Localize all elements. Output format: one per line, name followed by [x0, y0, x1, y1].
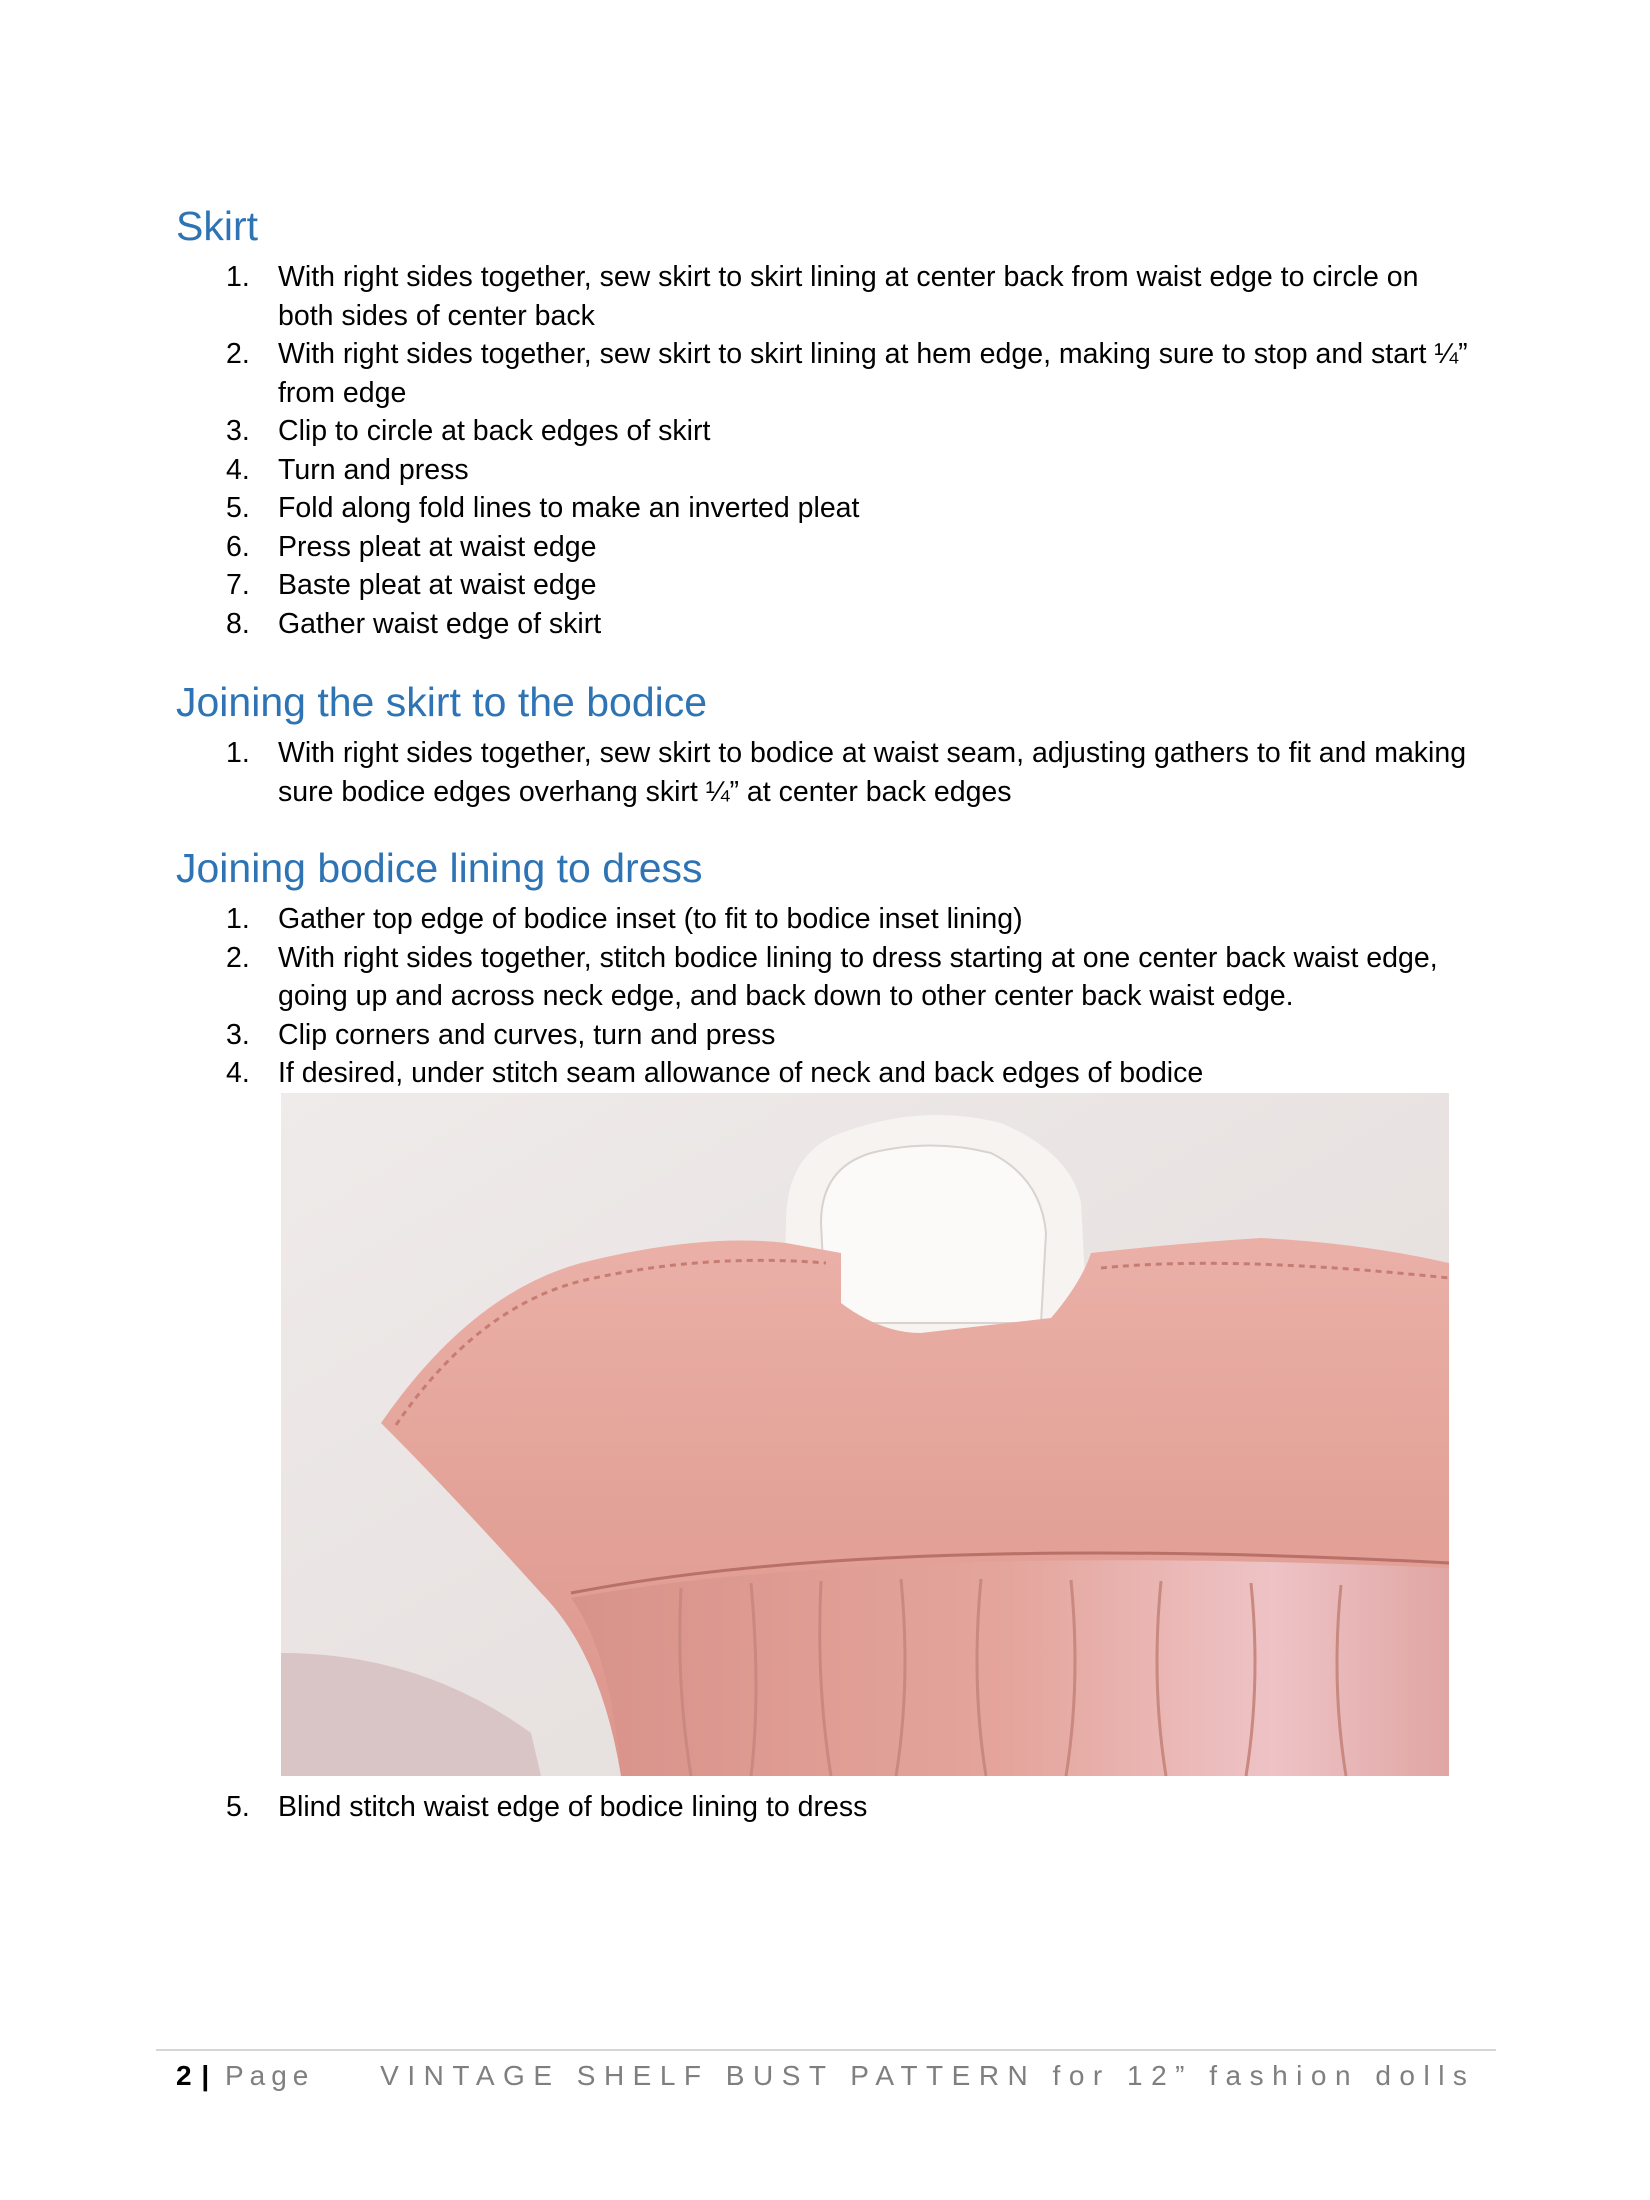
list-item [0, 939, 1438, 1016]
section-heading-skirt: Skirt [176, 203, 258, 249]
joining-skirt-steps-list [0, 734, 1467, 811]
step-number: 1. [226, 903, 250, 935]
step-number: 2. [226, 941, 250, 974]
section-heading-joining-skirt-bodice: Joining the skirt to the bodice [176, 679, 708, 725]
step-number: 2. [226, 338, 250, 370]
list-item [0, 1788, 1400, 1827]
step-text: Baste pleat at waist edge [278, 569, 597, 601]
list-item [0, 335, 1468, 412]
step-number: 4. [226, 1057, 250, 1089]
page-word: Page [224, 2060, 315, 2091]
list-item [0, 734, 1467, 811]
step-text: Gather waist edge of skirt [278, 607, 602, 640]
step-text: With right sides together, sew skirt to bodice at waist seam, adjusting gathers to fit and making sure bodice edges overhang skirt ¼” at center back edges [278, 737, 1467, 808]
step-number: 3. [226, 1018, 250, 1051]
step-text: With right sides together, sew skirt to skirt lining at hem edge, making sure to stop and start ¼” from edge [278, 338, 1468, 409]
list-item [0, 489, 1400, 528]
list-item [0, 566, 1400, 605]
step-text: Fold along fold lines to make an inverted pleat [278, 492, 860, 524]
list-item [0, 900, 1400, 939]
neck-lining-inset [821, 1146, 1046, 1324]
footer-divider [156, 2049, 1496, 2051]
bodice-lining-photo-drawing [281, 1093, 1449, 1776]
list-item [0, 528, 1400, 567]
joining-lining-steps-list [0, 900, 1438, 1093]
step-number: 8. [226, 607, 250, 640]
step-number: 3. [226, 415, 250, 447]
list-item [0, 451, 1400, 490]
step-number: 7. [226, 569, 250, 601]
list-item [0, 412, 1400, 451]
step-number: 6. [226, 530, 250, 563]
step-number: 4. [226, 453, 250, 486]
step-text: Gather top edge of bodice inset (to fit to bodice inset lining) [278, 903, 1023, 935]
step-number: 1. [226, 261, 250, 293]
step-text: Clip to circle at back edges of skirt [278, 415, 711, 447]
step-number: 5. [226, 1791, 250, 1823]
step-number: 1. [226, 737, 250, 769]
step-number: 5. [226, 492, 250, 524]
step-text: Clip corners and curves, turn and press [278, 1018, 776, 1051]
step-text: If desired, under stitch seam allowance of neck and back edges of bodice [278, 1057, 1204, 1089]
page-footer [176, 2056, 1475, 2096]
step-text: With right sides together, sew skirt to skirt lining at center back from waist edge to circle on both sides of center back [278, 261, 1419, 332]
bodice-lining-photo [281, 1093, 1449, 1776]
page-number: 2 [176, 2060, 194, 2091]
list-item [0, 258, 1419, 335]
list-item [0, 1054, 1400, 1093]
step-text: Press pleat at waist edge [278, 530, 597, 563]
section-heading-joining-lining-dress: Joining bodice lining to dress [176, 845, 703, 891]
step-text: Blind stitch waist edge of bodice lining to dress [278, 1791, 868, 1823]
step-text: With right sides together, stitch bodice lining to dress starting at one center back waist edge, going up and across neck edge, and back down to other center back waist edge. [278, 941, 1438, 1012]
final-steps-list [0, 1788, 1400, 1827]
skirt-steps-list [0, 258, 1468, 643]
list-item [0, 605, 1400, 644]
footer-separator: | [201, 2060, 210, 2091]
step-text: Turn and press [278, 453, 469, 486]
gathered-skirt [571, 1560, 1449, 1776]
footer-title: VINTAGE SHELF BUST PATTERN for 12” fashion dolls [380, 2060, 1476, 2091]
list-item [0, 1016, 1400, 1055]
